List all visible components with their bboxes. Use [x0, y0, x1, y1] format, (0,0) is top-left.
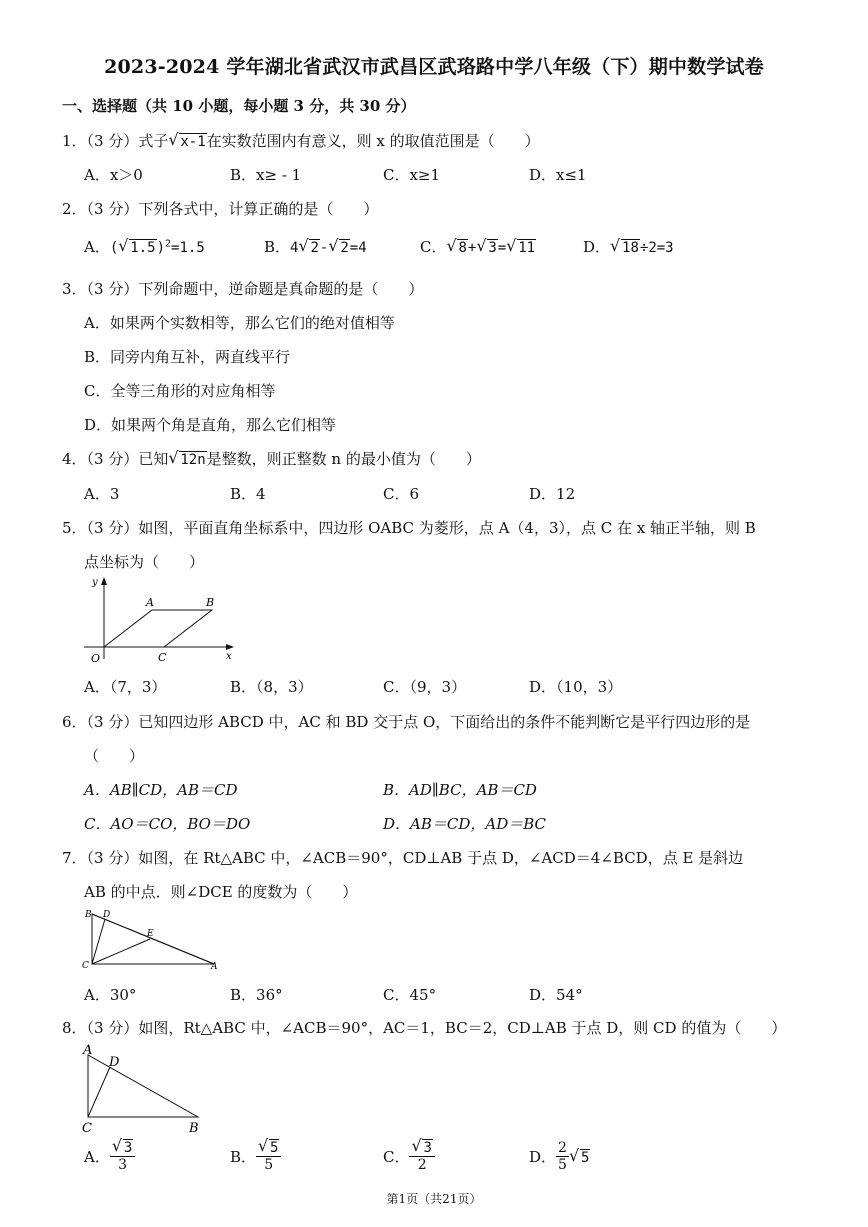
question-7: 7．（3 分）如图，在 Rt△ABC 中，∠ACB＝90°，CD⊥AB 于点 D，∠ACD＝4∠BCD，点 E 是斜边	[62, 849, 744, 867]
question-7-cont: AB 的中点．则∠DCE 的度数为（ ）	[84, 883, 358, 901]
label-x: x	[226, 651, 232, 662]
q6-option-d: D．AB＝CD，AD＝BC	[383, 815, 547, 833]
label-d: D	[109, 1055, 120, 1070]
label-o: O	[91, 652, 101, 665]
q5-option-a: A．（7，3）	[84, 678, 167, 696]
page-title: 2023-2024 学年湖北省武汉市武昌区武珞路中学八年级（下）期中数学试卷	[104, 56, 764, 78]
q1-option-c: C．x≥1	[383, 166, 441, 184]
section-heading: 一、选择题（共 10 小题，每小题 3 分，共 30 分）	[62, 97, 416, 115]
q6-option-a: A．AB∥CD，AB＝CD	[84, 781, 238, 799]
q7-option-c: C．45°	[383, 986, 437, 1004]
q6-option-c: C．AO＝CO，BO＝DO	[84, 815, 251, 833]
segment-cd	[92, 919, 105, 964]
q1-stem-b: 在实数范围内有意义，则 x 的取值范围是（ ）	[206, 132, 540, 150]
label-c: C	[158, 651, 167, 664]
q5-option-b: B．（8，3）	[230, 678, 313, 696]
q4-option-b: B．4	[230, 485, 266, 503]
q2-option-d: D． √ 18÷2=3	[583, 236, 674, 256]
q7-option-a: A．30°	[84, 986, 137, 1004]
y-axis-arrow	[101, 577, 107, 585]
label-a: A	[211, 962, 218, 972]
q8-option-a: A． √ 3 3	[84, 1140, 135, 1173]
label-a: A	[83, 1043, 93, 1058]
sqrt-expression: √ x-1	[168, 130, 206, 150]
q8-option-b: B． √ 5 5	[230, 1140, 281, 1173]
x-axis-arrow	[226, 644, 234, 650]
q1-option-d: D．x≤1	[529, 166, 587, 184]
rhombus-figure	[80, 575, 240, 667]
q4-option-a: A．3	[84, 485, 120, 503]
question-3: 3．（3 分）下列命题中，逆命题是真命题的是（ ）	[62, 280, 424, 298]
label-e: E	[147, 929, 154, 939]
label-c: C	[82, 1121, 92, 1136]
triangle-figure-q8	[78, 1040, 208, 1136]
page-footer: 第1页（共21页）	[386, 1192, 482, 1206]
label-d: D	[103, 910, 111, 920]
rhombus-oabc	[104, 610, 212, 647]
question-6: 6．（3 分）已知四边形 ABCD 中，AC 和 BD 交于点 O，下面给出的条件不能判断它是平行四边形的是	[62, 713, 751, 731]
q2-option-c: C． √ 8+ √ 3= √ 11	[420, 236, 536, 256]
q5-option-c: C．（9，3）	[383, 678, 467, 696]
segment-ce	[92, 939, 150, 964]
label-y: y	[92, 577, 98, 588]
q2-option-a: A．( √ 1.5)$^2$=1.5	[84, 236, 205, 256]
segment-cd	[88, 1067, 110, 1117]
q3-option-c: C．全等三角形的对应角相等	[84, 382, 276, 400]
question-6-cont: （ ）	[84, 747, 145, 765]
label-b: B	[85, 910, 92, 920]
question-5: 5．（3 分）如图，平面直角坐标系中，四边形 OABC 为菱形，点 A（4，3），点 C 在 x 轴正半轴，则 B	[62, 519, 756, 537]
label-c: C	[82, 961, 89, 971]
q7-option-b: B．36°	[230, 986, 283, 1004]
q2-option-b: B．4 √ 2- √ 2=4	[264, 236, 367, 256]
question-8: 8．（3 分）如图，Rt△ABC 中，∠ACB＝90°，AC＝1，BC＝2，CD⊥AB 于点 D，则 CD 的值为（ ）	[62, 1019, 787, 1037]
label-b: B	[189, 1121, 199, 1136]
question-1	[62, 130, 540, 151]
label-b: B	[206, 596, 215, 609]
question-4: 4．（3 分）已知 √ 12n是整数，则正整数 n 的最小值为（ ）	[62, 448, 481, 468]
triangle-figure-q7	[80, 906, 225, 974]
q1-option-a: A．x＞0	[84, 166, 143, 184]
q4-option-d: D．12	[529, 485, 576, 503]
q8-option-d: D． $\frac{2}{5}$ √ 5	[529, 1140, 590, 1173]
question-2: 2．（3 分）下列各式中，计算正确的是（ ）	[62, 200, 379, 218]
label-a: A	[146, 596, 154, 609]
q3-option-b: B．同旁内角互补，两直线平行	[84, 348, 291, 366]
q5-option-d: D．（10，3）	[529, 678, 623, 696]
triangle-abc	[88, 1055, 198, 1117]
q3-option-a: A．如果两个实数相等，那么它们的绝对值相等	[84, 314, 395, 332]
q4-option-c: C．6	[383, 485, 420, 503]
q1-stem-a: 1．（3 分）式子	[62, 132, 169, 150]
question-5-cont: 点坐标为（ ）	[84, 553, 205, 571]
q8-option-c: C． √ 3 2	[383, 1140, 435, 1173]
q7-option-d: D．54°	[529, 986, 583, 1004]
q6-option-b: B．AD∥BC，AB＝CD	[383, 781, 537, 799]
q1-option-b: B．x≥ - 1	[230, 166, 302, 184]
q3-option-d: D．如果两个角是直角，那么它们相等	[84, 416, 337, 434]
